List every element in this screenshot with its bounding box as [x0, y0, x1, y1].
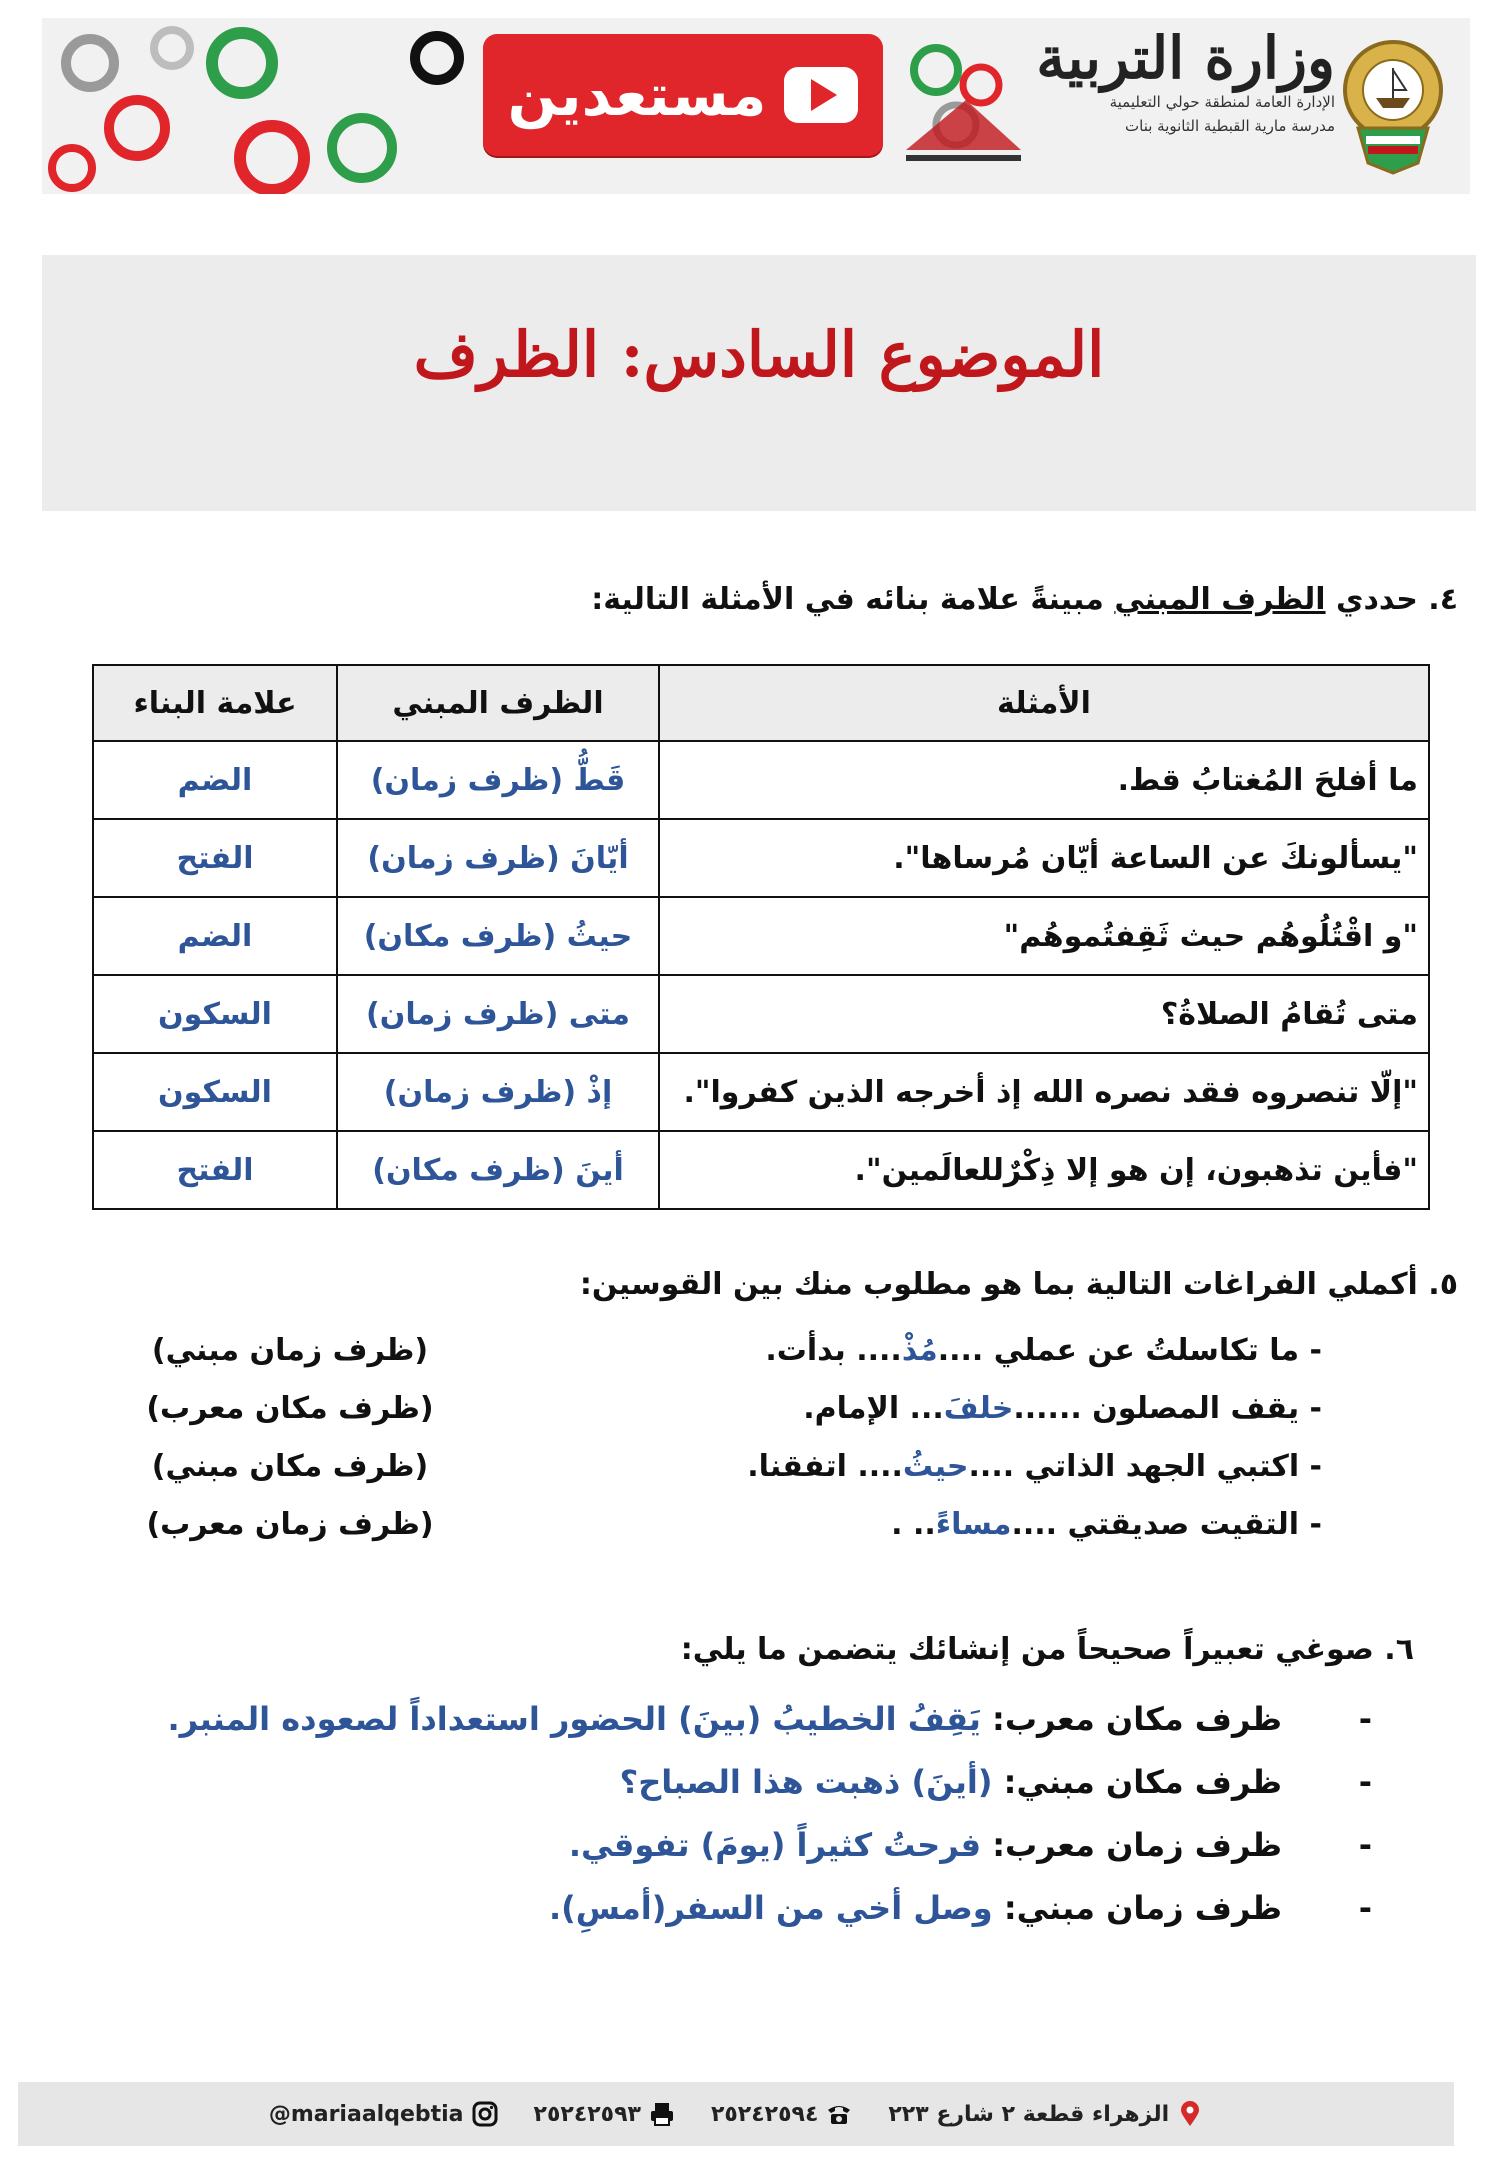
fill-before: - ما تكاسلتُ عن عملي .... [937, 1333, 1322, 1368]
question-5-heading: ٥. أكملي الفراغات التالية بما هو مطلوب منك بين القوسين: [579, 1267, 1458, 1302]
phone-number: ٢٥٢٤٢٥٩٤ [710, 2101, 819, 2127]
fax-icon [649, 2101, 675, 2127]
fax-number: ٢٥٢٤٢٥٩٣ [533, 2101, 641, 2127]
fill-hint: (ظرف زمان معرب) [146, 1507, 434, 1542]
question-4-underlined: الظرف المبني [1114, 582, 1326, 617]
fill-sentence [622, 1323, 1322, 1379]
adverb-cell: أينَ (ظرف مكان) [337, 1131, 659, 1209]
table-row [93, 1053, 1429, 1131]
fill-sentence [622, 1439, 1322, 1495]
footer-instagram[interactable] [269, 2101, 498, 2127]
expression-answer: فرحتُ كثيراً (يومَ) تفوقي. [568, 1826, 982, 1864]
instagram-handle: @mariaalqebtia [268, 2101, 464, 2127]
fill-hint: (ظرف زمان مبني) [151, 1333, 429, 1368]
header-mark: علامة البناء [93, 665, 337, 741]
page-title: الموضوع السادس: الظرف [413, 318, 1105, 391]
fill-before: - يقف المصلون ...... [1013, 1391, 1322, 1426]
table-row [93, 975, 1429, 1053]
expression-label: ظرف زمان معرب: [981, 1826, 1282, 1864]
bullet-dash: - [1358, 1889, 1372, 1927]
school-name: مدرسة مارية القبطية الثانوية بنات [1125, 117, 1335, 135]
fill-after: ... الإمام. [803, 1391, 944, 1426]
adverb-cell: قَطُّ (ظرف زمان) [337, 741, 659, 819]
table-row [93, 897, 1429, 975]
gear-icon [212, 33, 272, 93]
example-cell: "إلّا تنصروه فقد نصره الله إذ أخرجه الذين كفروا". [659, 1053, 1429, 1131]
adverbs-table [92, 664, 1430, 1210]
expression-item [549, 1879, 1372, 1937]
adverb-cell: إذْ (ظرف زمان) [337, 1053, 659, 1131]
expression-item [168, 1690, 1372, 1748]
mark-cell: السكون [93, 975, 337, 1053]
fill-after: .... بدأت. [765, 1333, 902, 1368]
footer-fax [534, 2101, 675, 2127]
mark-cell: السكون [93, 1053, 337, 1131]
question-6-heading: ٦. صوغي تعبيراً صحيحاً من إنشائك يتضمن ما يلي: [680, 1632, 1414, 1667]
gear-icon [415, 36, 459, 80]
instagram-icon [472, 2101, 498, 2127]
expression-label: ظرف مكان معرب: [980, 1700, 1282, 1738]
example-cell: ما أفلحَ المُغتابُ قط. [659, 741, 1429, 819]
gear-icon [154, 30, 190, 66]
fill-after: .. . [891, 1507, 936, 1542]
gear-icon [52, 148, 92, 188]
expression-label: ظرف زمان مبني: [992, 1889, 1282, 1927]
fill-before: - اكتبي الجهد الذاتي .... [968, 1449, 1322, 1484]
table-row [93, 1131, 1429, 1209]
kuwait-emblem-icon [1338, 28, 1448, 178]
mark-cell: الضم [93, 897, 337, 975]
question-4-suffix: مبينةً علامة بنائه في الأمثلة التالية: [591, 582, 1115, 617]
ministry-title: وزارة التربية [1036, 24, 1335, 92]
fill-answer: خلفَ [943, 1391, 1014, 1426]
example-cell: متى تُقامُ الصلاةُ؟ [659, 975, 1429, 1053]
fill-hint: (ظرف مكان معرب) [146, 1391, 434, 1426]
subscribe-button[interactable] [483, 34, 883, 156]
fill-before: - التقيت صديقتي .... [1011, 1507, 1322, 1542]
address-text: الزهراء قطعة ٢ شارع ٢٢٣ [888, 2101, 1170, 2127]
fill-after: .... اتفقنا. [747, 1449, 903, 1484]
gear-icon [240, 126, 304, 190]
example-cell: "يسألونكَ عن الساعة أيّان مُرساها". [659, 819, 1429, 897]
school-logo-icon [896, 30, 1031, 175]
expression-item [569, 1816, 1372, 1874]
fill-sentence [622, 1497, 1322, 1553]
bullet-dash: - [1358, 1700, 1372, 1738]
location-pin-icon [1177, 2101, 1203, 2127]
bullet-dash: - [1358, 1826, 1372, 1864]
header-adverb: الظرف المبني [337, 665, 659, 741]
mark-cell: الضم [93, 741, 337, 819]
mark-cell: الفتح [93, 1131, 337, 1209]
fill-answer: حيثُ [902, 1449, 969, 1484]
play-icon [784, 67, 858, 123]
fill-hint: (ظرف مكان مبني) [151, 1449, 429, 1484]
footer-bar [18, 2082, 1454, 2146]
gear-icon [109, 100, 165, 156]
gears-decoration [42, 18, 467, 194]
example-cell: "فأين تذهبون، إن هو إلا ذِكْرٌللعالَمين". [659, 1131, 1429, 1209]
subscribe-label: مستعدين [507, 61, 767, 129]
mark-cell: الفتح [93, 819, 337, 897]
bullet-dash: - [1358, 1763, 1372, 1801]
expression-label: ظرف مكان مبني: [992, 1763, 1282, 1801]
adverb-cell: متى (ظرف زمان) [337, 975, 659, 1053]
ministry-block [1035, 26, 1335, 176]
expression-answer: يَقِفُ الخطيبُ (بينَ) الحضور استعداداً لصعوده المنبر. [167, 1700, 981, 1738]
adverb-cell: أيّانَ (ظرف زمان) [337, 819, 659, 897]
example-cell: "و اقْتُلُوهُم حيث ثَقِفتُموهُم" [659, 897, 1429, 975]
question-4-heading [58, 582, 1458, 617]
footer-address [888, 2101, 1203, 2127]
expression-answer: (أينَ) ذهبت هذا الصباح؟ [619, 1763, 993, 1801]
table-row [93, 741, 1429, 819]
expression-item [620, 1753, 1372, 1811]
fill-answer: مُذْ [901, 1333, 938, 1368]
adverb-cell: حيثُ (ظرف مكان) [337, 897, 659, 975]
expression-answer: وصل أخي من السفر(أمسِ). [548, 1889, 993, 1927]
question-4-prefix: ٤. حددي [1325, 582, 1458, 617]
gear-icon [332, 118, 392, 178]
header-examples: الأمثلة [659, 665, 1429, 741]
footer-phone [711, 2101, 852, 2127]
phone-icon [826, 2101, 852, 2127]
fill-answer: مساءً [935, 1507, 1012, 1542]
table-header-row [93, 665, 1429, 741]
gear-icon [66, 39, 114, 87]
fill-sentence [622, 1381, 1322, 1437]
ministry-subtitle: الإدارة العامة لمنطقة حولي التعليمية [1109, 93, 1335, 111]
table-row [93, 819, 1429, 897]
